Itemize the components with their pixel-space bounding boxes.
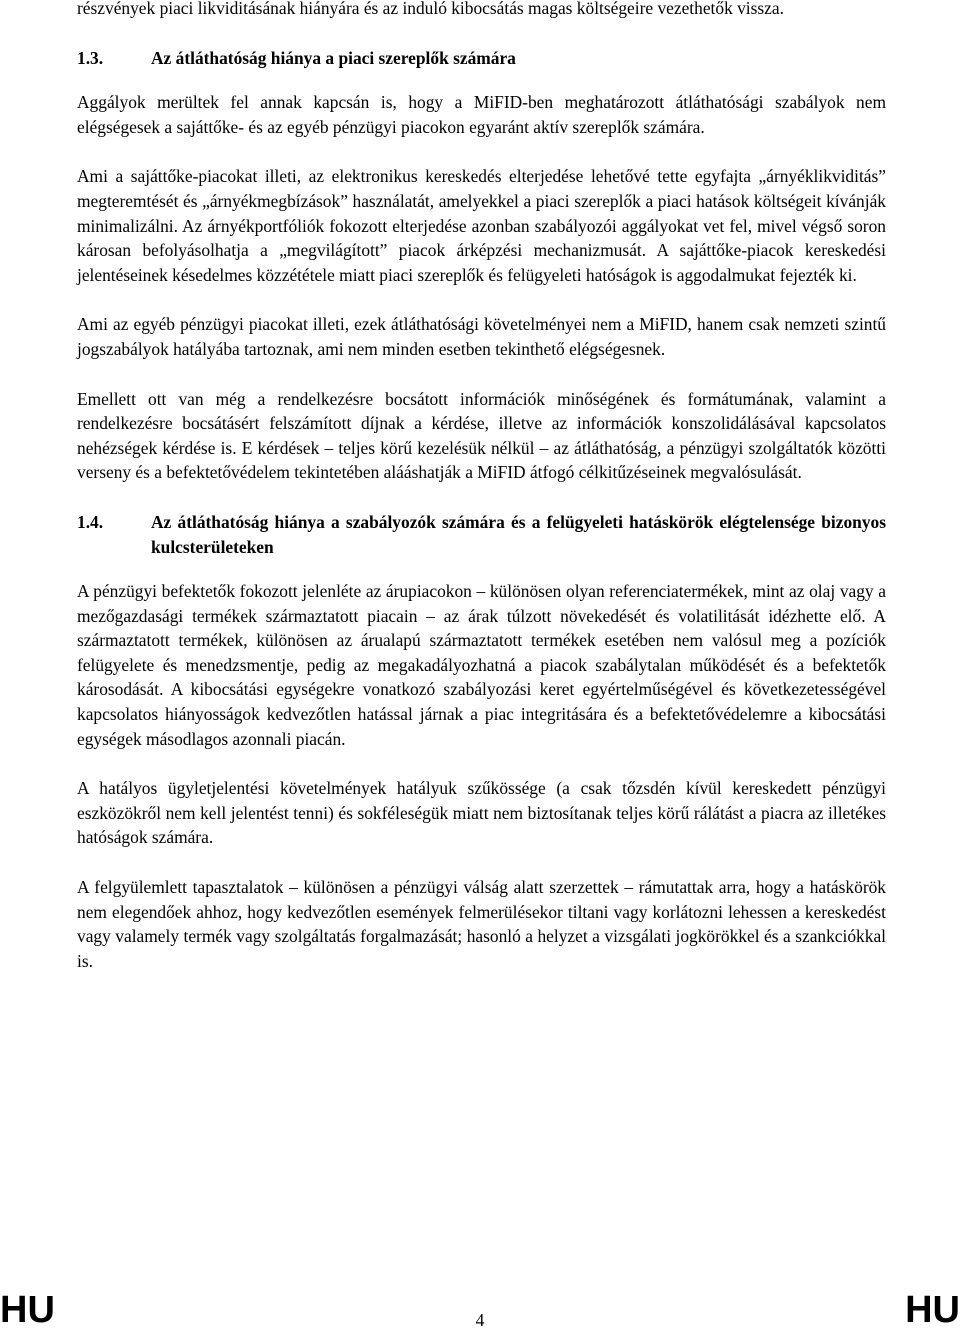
- paragraph: Emellett ott van még a rendelkezésre bocsátott információk minőségének és formátumának, valamint a rendelkezésre bocsátásért felszámított díjnak a kérdése, illetve az információk konszolidálásával kapcsolatos nehézségek kérdése is. E kérdések – teljes körű kezelésük nélkül – az átláthatóság, a pénzügyi szolgáltatók közötti verseny és a befektetővédelem tekintetében alááshatják a MiFID átfogó célkitűzéseinek megvalósulását.: [77, 388, 886, 483]
- section-heading-1-3: [77, 46, 886, 71]
- paragraph: Ami a sajáttőke-piacokat illeti, az elektronikus kereskedés elterjedése lehetővé tette egyfajta „árnyéklikviditás” megteremtését és „árnyékmegbízások” használatát, amelyekkel a piaci szereplők a piaci hatások költségeit kívánják minimalizálni. Az árnyékportfóliók fokozott elterjedése azonban szabályozói aggályokat vet fel, mivel végső soron károsan befolyásolhatja a „megvilágított” piacok árképzési mechanizmusát. A sajáttőke-piacok kereskedési jelentéseinek késedelmes közzététele miatt piaci szereplők és felügyeleti hatóságok is aggodalmukat fejezték ki.: [77, 166, 886, 285]
- section-title: Az átláthatóság hiánya a szabályozók számára és a felügyeleti hatáskörök elégtelensége bizonyos kulcsterületeken: [151, 511, 886, 557]
- page-number: 4: [475, 1310, 485, 1330]
- footer-language-right: HU: [905, 1289, 960, 1331]
- paragraph: Ami az egyéb pénzügyi piacokat illeti, ezek átláthatósági követelményei nem a MiFID, hanem csak nemzeti szintű jogszabályok hatályába tartoznak, ami nem minden esetben tekinthető elégségesnek.: [77, 314, 886, 359]
- paragraph-continuation: részvények piaci likviditásának hiányára és az induló kibocsátás magas költségeire vezethetők vissza.: [77, 0, 784, 18]
- paragraph: A felgyülemlett tapasztalatok – különösen a pénzügyi válság alatt szerzettek – rámutattak arra, hogy a hatáskörök nem elegendőek ahhoz, hogy kedvezőtlen események felmerülésekor tiltani vagy korlátozni lehessen a kereskedést vagy valamely termék vagy szolgáltatás forgalmazását; hasonló a helyzet a vizsgálati jogkörökkel és a szankciókkal is.: [77, 877, 886, 971]
- paragraph: Aggályok merültek fel annak kapcsán is, hogy a MiFID-ben meghatározott átláthatósági szabályok nem elégségesek a sajáttőke- és az egyéb pénzügyi piacokon egyaránt aktív szereplők számára.: [77, 92, 886, 137]
- paragraph: A hatályos ügyletjelentési követelmények hatályuk szűkössége (a csak tőzsdén kívül kereskedett pénzügyi eszközökről nem kell jelentést tenni) és sokféleségük miatt nem biztosítanak teljes körű rálátást a piacra az illetékes hatóságok számára.: [77, 778, 886, 848]
- paragraph: A pénzügyi befektetők fokozott jelenléte az árupiacokon – különösen olyan referenciatermékek, mint az olaj vagy a mezőgazdasági termékek származtatott piacain – az árak túlzott növekedését és volatilitását idézhette elő. A származtatott termékek, különösen az árualapú származtatott termékek esetében nem valósul meg a pozíciók felügyelete és menedzsmentje, pedig az megakadályozhatná a piacok szabálytalan működését és a befektetők károsodását. A kibocsátási egységekre vonatkozó szabályozási keret egyértelműségével és következetességével kapcsolatos hiányosságok kedvezőtlen hatással járnak a piac integritására és a befektetővédelemre a kibocsátási egységek másodlagos azonnali piacán.: [77, 581, 886, 749]
- section-number: 1.4.: [77, 511, 104, 532]
- section-title: Az átláthatóság hiánya a piaci szereplők számára: [151, 47, 516, 68]
- page-body: [77, 0, 886, 998]
- section-heading-1-4: [77, 510, 886, 559]
- section-number: 1.3.: [77, 47, 104, 68]
- footer-language-left: HU: [0, 1289, 55, 1331]
